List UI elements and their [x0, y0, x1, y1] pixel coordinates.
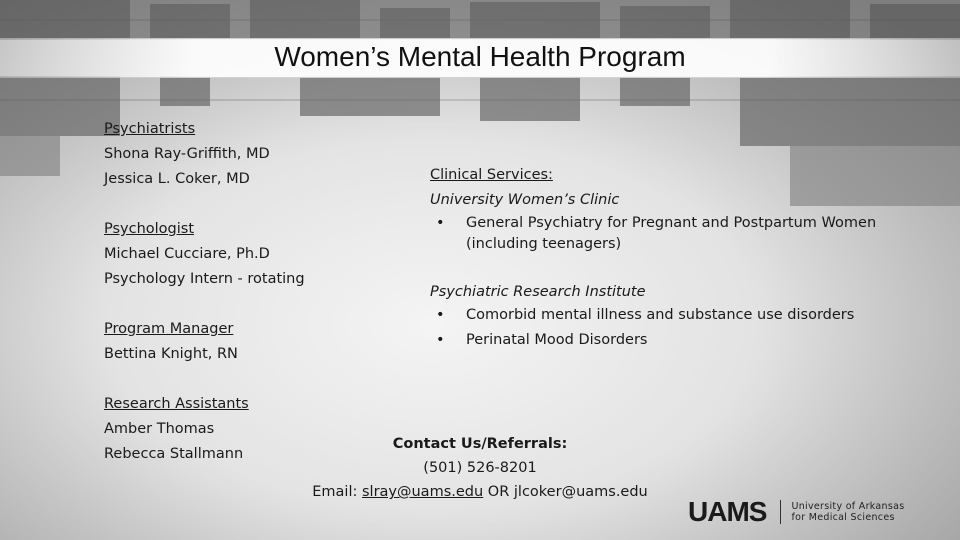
- psychiatrists-group: [104, 117, 305, 192]
- program-manager-group: [104, 317, 305, 367]
- program-manager-heading: Program Manager: [104, 321, 234, 337]
- staff-name: Rebecca Stallmann: [104, 446, 244, 462]
- psychologist-heading: Psychologist: [104, 221, 195, 237]
- clinic-name: University Women’s Clinic: [430, 192, 620, 208]
- psychiatrists-heading: Psychiatrists: [104, 121, 196, 137]
- list-item: • Perinatal Mood Disorders: [430, 330, 900, 351]
- staff-name: Psychology Intern - rotating: [104, 271, 305, 287]
- research-assistants-group: [104, 392, 305, 467]
- staff-name: Shona Ray-Griffith, MD: [104, 146, 270, 162]
- contact-phone: (501) 526-8201: [423, 460, 537, 476]
- contact-email-line: Email: slray@uams.edu OR jlcoker@uams.edu: [312, 484, 648, 500]
- logo-subtitle: University of Arkansas for Medical Sciences: [791, 501, 905, 523]
- list-item: • General Psychiatry for Pregnant and Postpartum Women (including teenagers): [436, 215, 877, 252]
- contact-heading: Contact Us/Referrals:: [392, 436, 568, 452]
- services-heading: Clinical Services:: [430, 167, 553, 183]
- staff-name: Jessica L. Coker, MD: [104, 171, 250, 187]
- psychologist-group: [104, 217, 305, 292]
- logo-wordmark: UAMS: [688, 496, 767, 527]
- bullet-icon: •: [436, 332, 445, 348]
- bullet-icon: •: [436, 307, 445, 323]
- email-link-primary[interactable]: slray@uams.edu: [361, 484, 484, 500]
- list-item: • Comorbid mental illness and substance use disorders: [430, 305, 900, 326]
- staff-column: [104, 117, 305, 492]
- services-column: [430, 163, 900, 355]
- uams-logo: [688, 494, 904, 530]
- logo-divider: [780, 500, 781, 524]
- staff-name: Michael Cucciare, Ph.D: [104, 246, 270, 262]
- staff-name: Bettina Knight, RN: [104, 346, 238, 362]
- staff-name: Amber Thomas: [104, 421, 215, 437]
- page-title: Women’s Mental Health Program: [274, 41, 686, 72]
- bullet-icon: •: [436, 215, 445, 231]
- research-assistants-heading: Research Assistants: [104, 396, 249, 412]
- email-secondary: jlcoker@uams.edu: [513, 484, 648, 500]
- contact-section: [290, 432, 670, 504]
- institute-name: Psychiatric Research Institute: [430, 284, 646, 300]
